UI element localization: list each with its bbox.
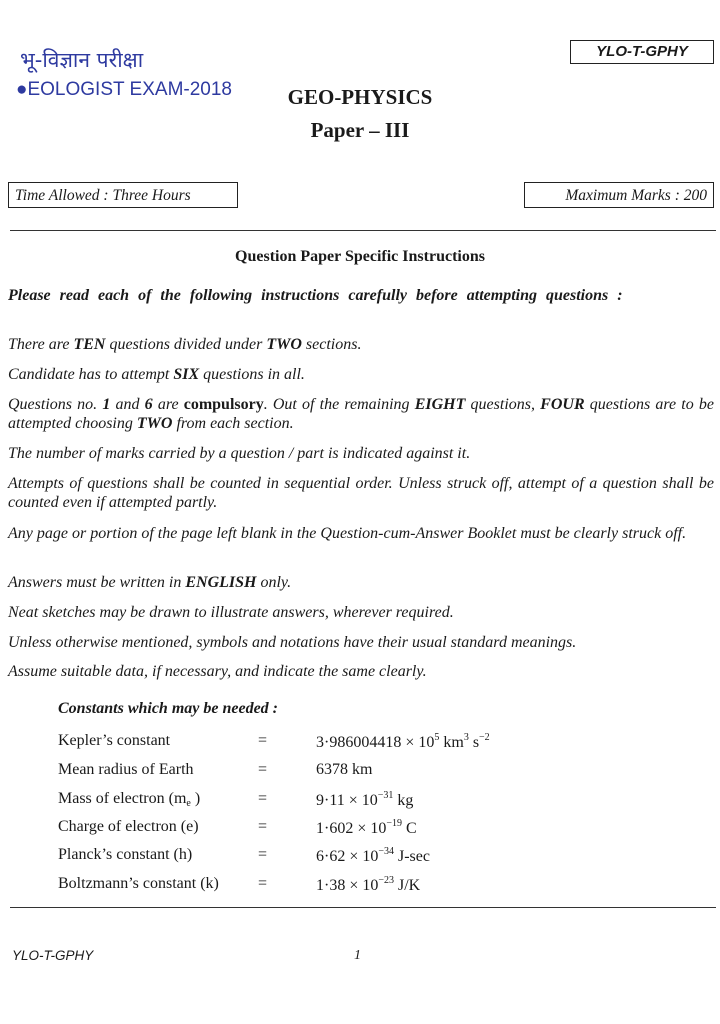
constant-equals: = (258, 790, 268, 807)
constant-value-planck: $6\cdot 62 \times 10^{-34}$ J-sec (316, 846, 430, 865)
instruction-line-6: Any page or portion of the page left blank in the Question-cum-Answer Booklet must be clearly struck off. (8, 525, 687, 542)
instruction-line-7: Answers must be written in ENGLISH only. (8, 574, 292, 591)
subject-title: GEO-PHYSICS (287, 85, 433, 109)
constant-value-electron-charge: $1\cdot 602 \times 10^{-19}$ C (316, 818, 417, 837)
constant-value-electron-mass: $9\cdot 11 \times 10^{-31}$ kg (316, 790, 414, 809)
instruction-line-5: Attempts of questions shall be counted in sequential order. Unless struck off, attempt of a question shall be counted even if attempted partly. (8, 475, 714, 511)
instruction-line-4: The number of marks carried by a question / part is indicated against it. (8, 445, 471, 462)
instruction-line-3: Questions no. 1 and 6 are compulsory. Out of the remaining EIGHT questions, FOUR questions are to be attempted choosing TWO from each section. (8, 396, 715, 432)
constant-equals: = (258, 732, 268, 749)
constant-value-earth-radius: 6378 km (316, 761, 373, 778)
instruction-line-8: Neat sketches may be drawn to illustrate answers, wherever required. (8, 604, 454, 621)
time-allowed-box: Time Allowed : Three Hours (8, 182, 238, 208)
constant-value-boltzmann: $1\cdot 38 \times 10^{-23}$ J/K (316, 875, 421, 894)
instructions-heading: Question Paper Specific Instructions (235, 248, 485, 265)
instruction-line-10: Assume suitable data, if necessary, and indicate the same clearly. (8, 663, 427, 680)
instruction-line-1: There are TEN questions divided under TWO sections. (8, 336, 362, 353)
constant-name-electron-mass: Mass of electron ($m_e$ ) (58, 790, 201, 809)
constant-name-planck: Planck’s constant (h) (58, 846, 193, 863)
constant-equals: = (258, 818, 268, 835)
top-divider (10, 230, 716, 231)
constant-equals: = (258, 761, 268, 778)
constant-value-kepler: $3\cdot 986004418 \times 10^5$ $km^3$ $s^{-2}$ (316, 732, 490, 751)
page-number: 1 (354, 948, 361, 963)
exam-name: ●EOLOGIST EXAM-2018 (16, 79, 232, 100)
constant-name-kepler: Kepler’s constant (58, 732, 171, 749)
paper-title: Paper – III (310, 118, 410, 142)
constant-name-boltzmann: Boltzmann’s constant (k) (58, 875, 219, 892)
constant-name-electron-charge: Charge of electron (e) (58, 818, 199, 835)
hindi-exam-title: भू-विज्ञान परीक्षा (20, 48, 144, 72)
maximum-marks-box: Maximum Marks : 200 (524, 182, 714, 208)
constants-heading: Constants which may be needed : (58, 700, 279, 717)
constant-equals: = (258, 875, 268, 892)
bottom-divider (10, 907, 716, 908)
constant-name-earth-radius: Mean radius of Earth (58, 761, 194, 778)
paper-code-box: YLO-T-GPHY (570, 40, 714, 64)
instructions-intro: Please read each of the following instructions carefully before attempting questions : (8, 287, 623, 304)
instruction-line-2: Candidate has to attempt SIX questions in all. (8, 366, 305, 383)
constant-equals: = (258, 846, 268, 863)
instruction-line-9: Unless otherwise mentioned, symbols and notations have their usual standard meanings. (8, 634, 577, 651)
footer-paper-code: YLO-T-GPHY (12, 948, 94, 963)
